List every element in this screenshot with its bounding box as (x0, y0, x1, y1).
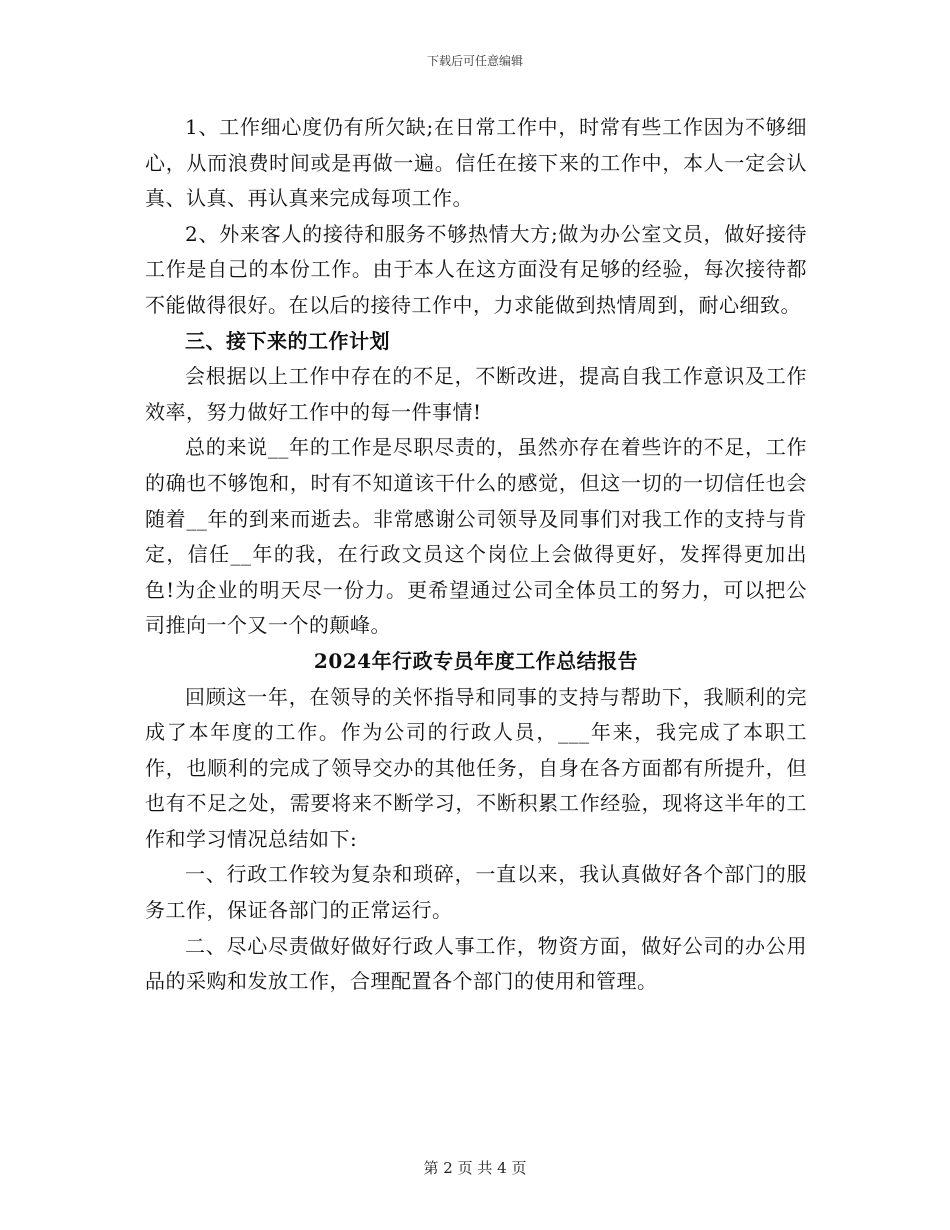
paragraph-summary: 总的来说__年的工作是尽职尽责的，虽然亦存在着些许的不足，工作的确也不够饱和，时有不知道该干什么的感觉，但这一切的一切信任也会随着__年的到来而逝去。非常感谢公司领导及同事们对我工作的支持与肯定，信任__年的我，在行政文员这个岗位上会做得更好，发挥得更加出色!为企业的明天尽一份力。更希望通过公司全体员工的努力，可以把公司推向一个又一个的颠峰。 (145, 435, 807, 638)
document-title: 2024年行政专员年度工作总结报告 (313, 648, 639, 673)
paragraph-admin-work: 一、行政工作较为复杂和琐碎，一直以来，我认真做好各个部门的服务工作，保证各部门的正常运行。 (145, 862, 807, 923)
section-heading-next-plan: 三、接下来的工作计划 (185, 328, 390, 353)
page-header-note: 下载后可任意编辑 (426, 54, 523, 68)
paragraph-review: 回顾这一年，在领导的关怀指导和同事的支持与帮助下，我顺利的完成了本年度的工作。作为公司的行政人员，___年来，我完成了本职工作，也顺利的完成了领导交办的其他任务，自身在各方面都有所提升，但也有不足之处，需要将来不断学习，不断积累工作经验，现将这半年的工作和学习情况总结如下: (145, 684, 807, 851)
paragraph-reception: 2、外来客人的接待和服务不够热情大方;做为办公室文员，做好接待工作是自己的本份工作。由于本人在这方面没有足够的经验，每次接待都不能做得很好。在以后的接待工作中，力求能做到热情周到，耐心细致。 (145, 221, 807, 317)
page-number: 第 2 页 共 4 页 (423, 1159, 527, 1177)
document-body (145, 110, 807, 1000)
paragraph-carefulness: 1、工作细心度仍有所欠缺;在日常工作中，时常有些工作因为不够细心，从而浪费时间或是再做一遍。信任在接下来的工作中，本人一定会认真、认真、再认真来完成每项工作。 (145, 115, 807, 211)
paragraph-improvement: 会根据以上工作中存在的不足，不断改进，提高自我工作意识及工作效率，努力做好工作中的每一件事情! (145, 364, 807, 424)
paragraph-hr-work: 二、尽心尽责做好做好行政人事工作，物资方面，做好公司的办公用品的采购和发放工作，合理配置各个部门的使用和管理。 (145, 933, 807, 994)
